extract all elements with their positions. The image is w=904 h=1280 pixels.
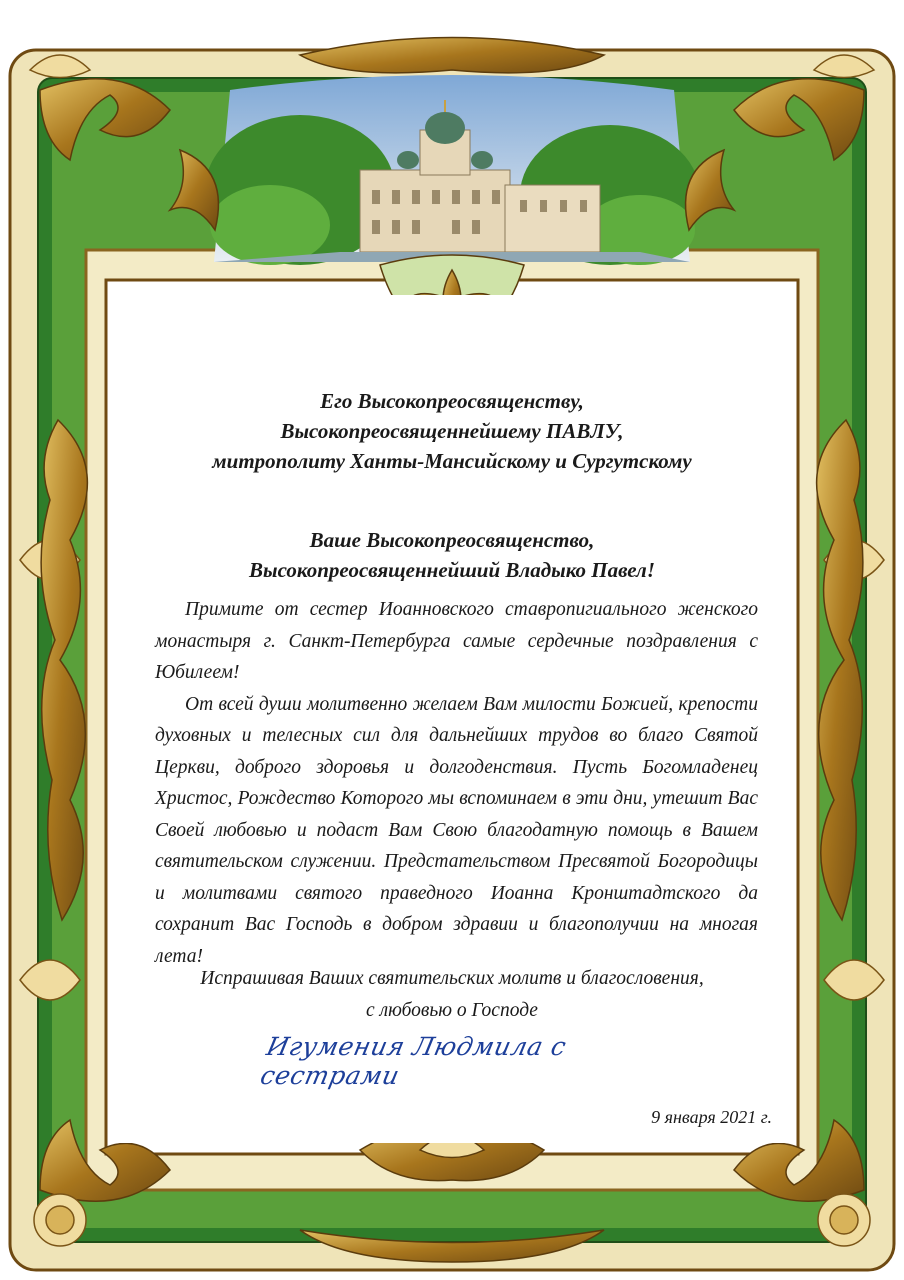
paragraph-wishes: От всей души молитвенно желаем Вам милости Божией, крепости духовных и телесных сил для дальнейших трудов во благо Святой Церкви, доброго здоровья и долгоденствия. Пусть Богомладенец Христос, Рождество Которого мы вспоминаем в эти дни, утешит Вас Своей любовью и подаст Вам Свою благодатную помощь в Вашем святительском служении. Предстательством Пресвятой Богородицы и молитвами святого праведного Иоанна Кронштадтского да сохранит Вас Господь в добром здравии и благополучии на многая лета! [155, 693, 758, 967]
letter-date: 9 января 2021 г. [651, 1107, 772, 1127]
greeting-line-1: Ваше Высокопреосвященство, [309, 528, 595, 552]
greeting-line-2: Высокопреосвященнейший Владыко Павел! [249, 558, 655, 582]
closing-block [140, 963, 764, 1026]
address-block [140, 386, 764, 476]
signature: Игумения Людмила с сестрами [257, 1032, 570, 1090]
address-line-2: Высокопреосвященнейшему ПАВЛУ, [280, 419, 624, 443]
address-line-3: митрополиту Ханты-Мансийскому и Сургутскому [212, 449, 692, 473]
greeting-block [140, 525, 764, 585]
letter-body [155, 594, 758, 972]
paragraph-congratulation: Примите от сестер Иоанновского ставропигиального женского монастыря г. Санкт-Петербурга самые сердечные поздравления с Юбилеем! [155, 599, 758, 683]
closing-line-1: Испрашивая Ваших святительских молитв и благословения, [200, 968, 704, 989]
closing-line-2: с любовью о Господе [366, 999, 538, 1021]
cathedral-illustration [205, 75, 700, 265]
address-line-1: Его Высокопреосвященству, [320, 389, 584, 413]
